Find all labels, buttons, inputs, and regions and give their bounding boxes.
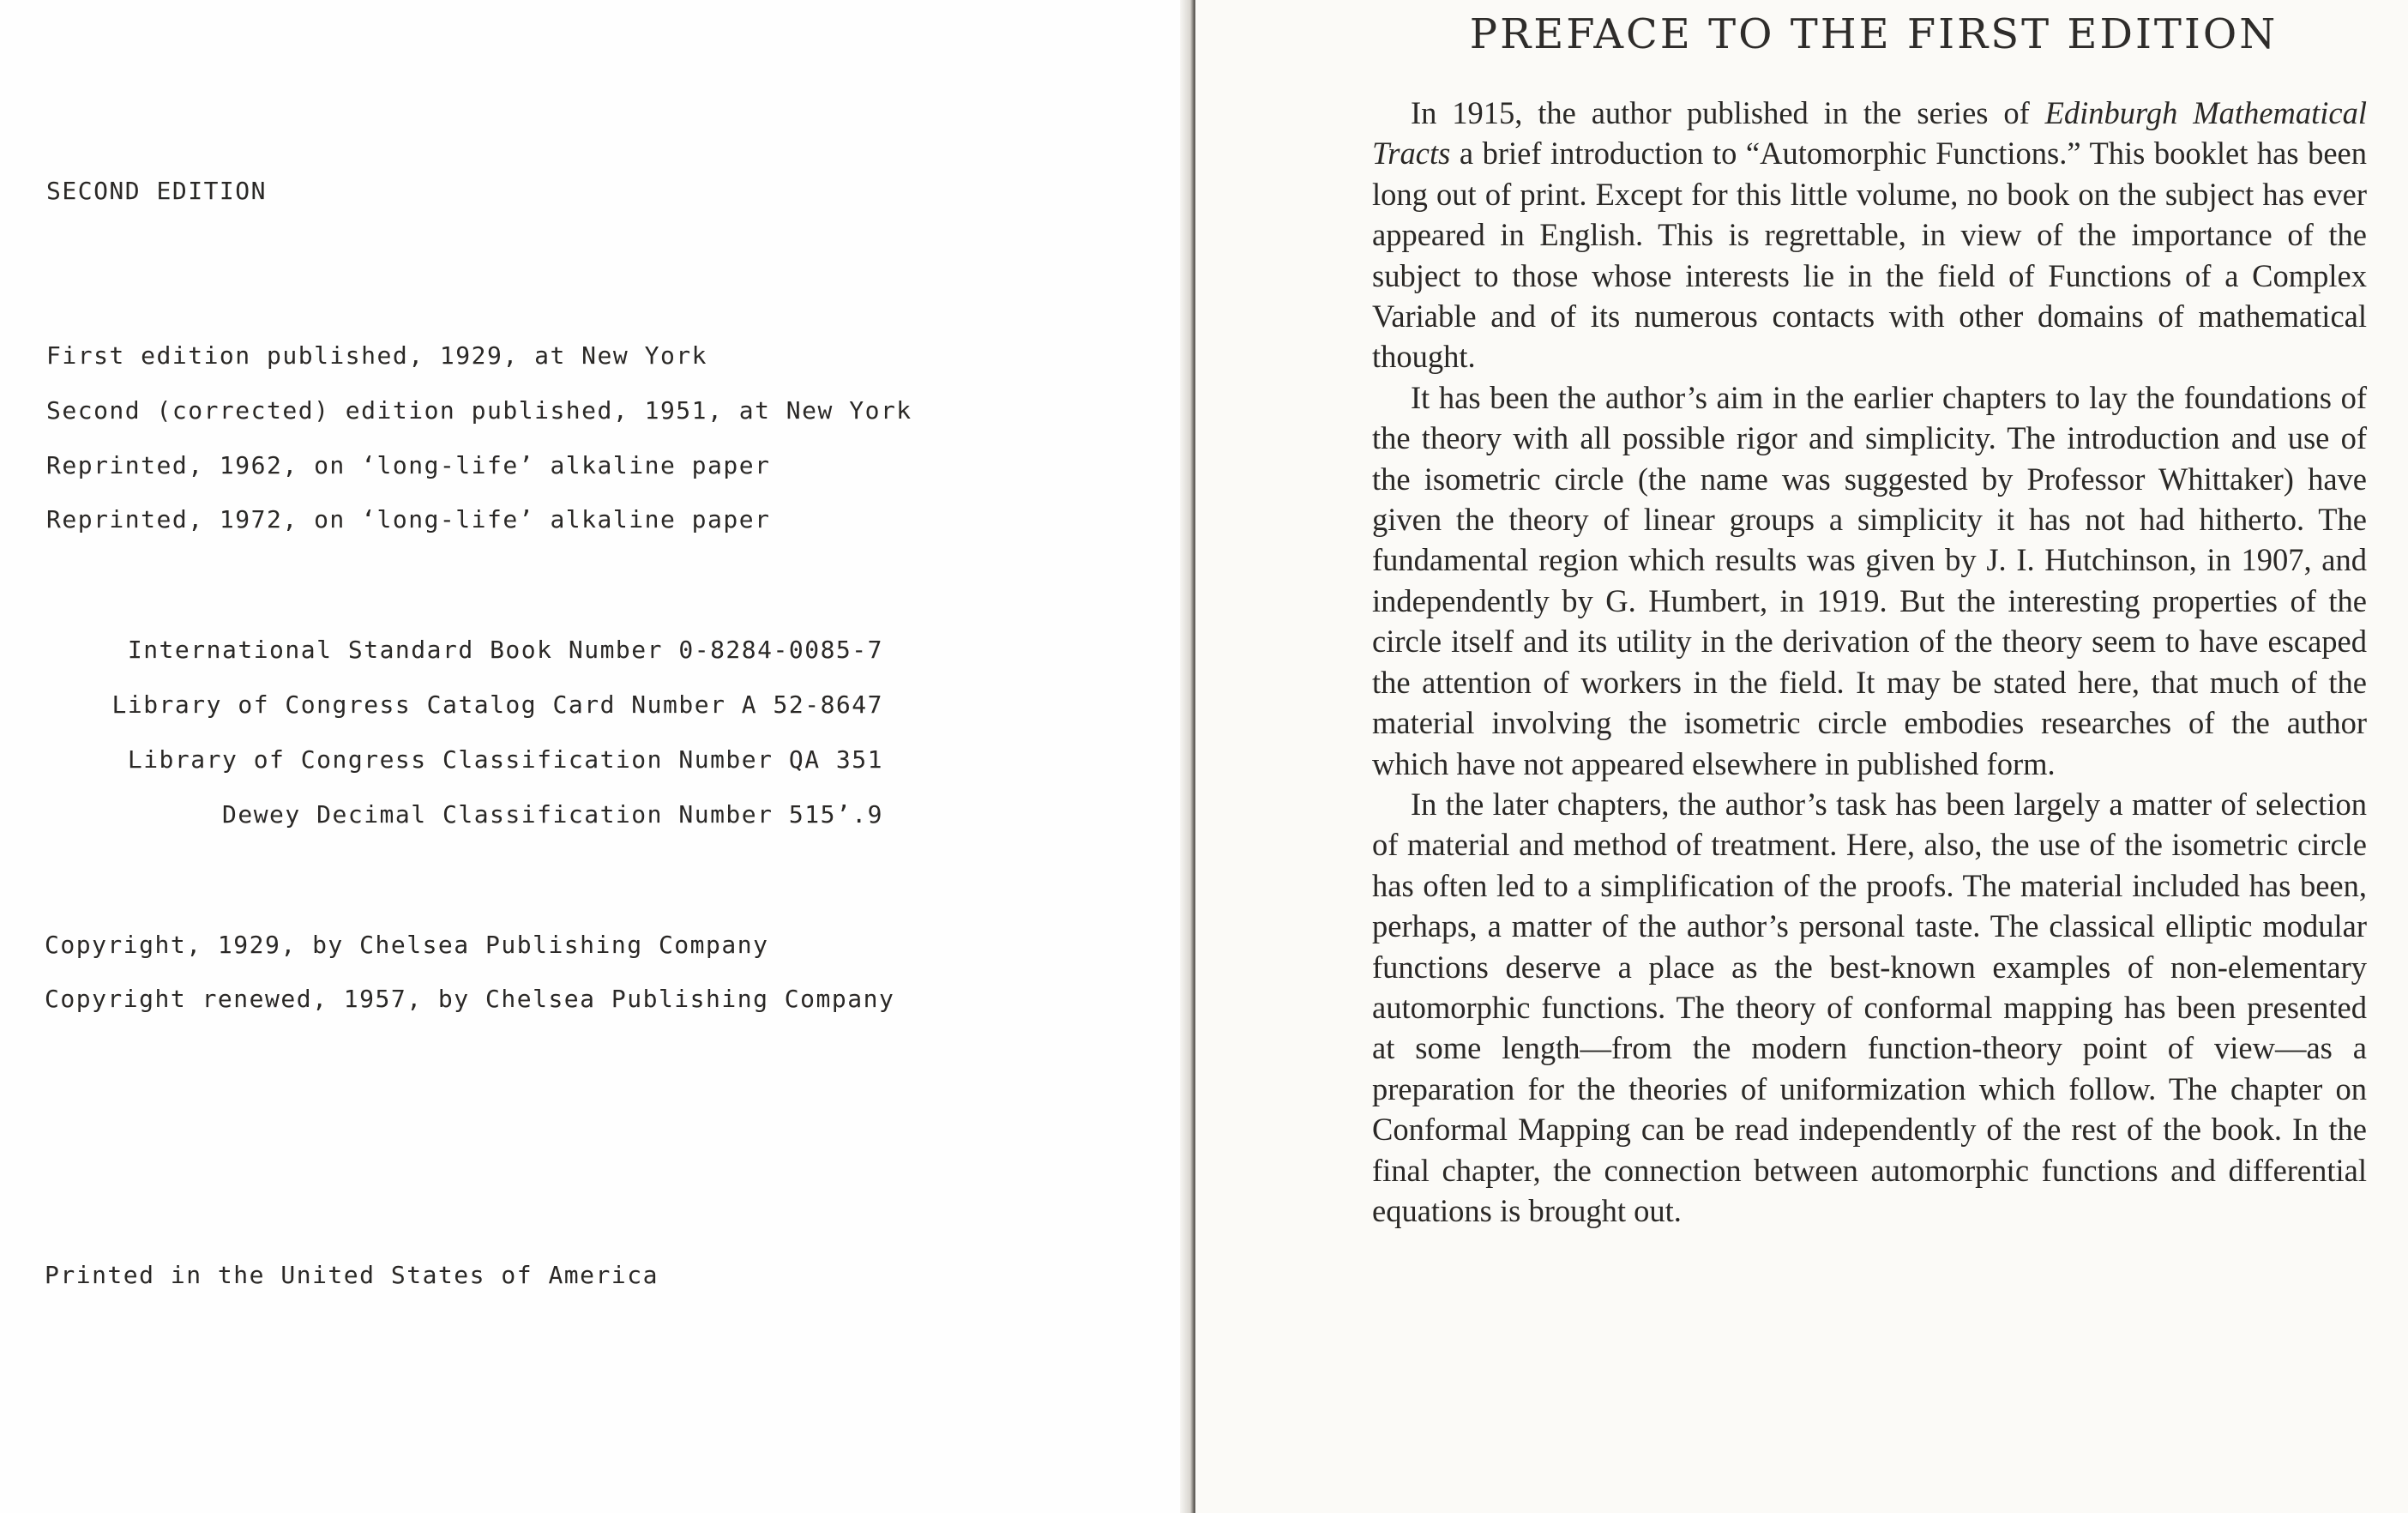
copyright-line: Copyright renewed, 1957, by Chelsea Publishing Company	[45, 985, 895, 1013]
preface-paragraph: In the later chapters, the author’s task has been largely a matter of selection of material and method of treatment. Here, also, the use of the isometric circle has often led to a simplification of the proofs. The material included has been, perhaps, a matter of the author’s personal taste. The classical elliptic modular functions deserve a place as the best-known examples of non-elementary automorphic functions. The theory of conformal mapping has been presented at some length—from the modern function-theory point of view—as a preparation for the theories of uniformization which follow. The chapter on Conformal Mapping can be read independently of the rest of the book. In the final chapter, the connection between automorphic functions and differential equations is brought out.	[1372, 786, 2367, 1228]
copyright-line: Copyright, 1929, by Chelsea Publishing Company	[45, 931, 769, 959]
lccn-line: Library of Congress Catalog Card Number A 52-8647	[111, 690, 883, 719]
left-page-copyright	[0, 0, 1192, 1513]
series-title-italic: Edinburgh Mathematical Tracts	[1372, 95, 2368, 172]
paragraph-text: a brief introduction to “Automorphic Functions.” This booklet has been long out of print. Except for this little volume, no book on the subject has ever appeared in English. This is regrettable, in view of the importance of the subject to those whose interests lie in the field of Functions of a Complex Variable and of its numerous contacts with other domains of mathematical thought.	[1372, 136, 2367, 375]
preface-paragraph	[1372, 93, 2367, 377]
printed-in-line: Printed in the United States of America	[45, 1261, 659, 1289]
paragraph-text: In 1915, the author published in the series of	[1411, 95, 2045, 130]
isbn-line: International Standard Book Number 0-8284-0085-7	[127, 636, 883, 664]
preface-title: PREFACE TO THE FIRST EDITION	[1469, 10, 2279, 58]
history-line: Reprinted, 1972, on ‘long-life’ alkaline paper	[46, 505, 771, 533]
lc-class-line: Library of Congress Classification Number QA 351	[127, 745, 883, 774]
preface-paragraph: It has been the author’s aim in the earlier chapters to lay the foundations of the theory with all possible rigor and simplicity. The introduction and use of the isometric circle (the name was suggested by Professor Whittaker) have given the theory of linear groups a simplicity it has not had hitherto. The fundamental region which results was given by J. I. Hutchinson, in 1907, and independently by G. Humbert, in 1919. But the interesting properties of the circle itself and its utility in the derivation of the theory seem to have escaped the attention of workers in the field. It may be stated here, that much of the material involving the isometric circle embodies researches of the author which have not appeared elsewhere in published form.	[1372, 379, 2367, 781]
history-line: First edition published, 1929, at New York	[46, 341, 708, 370]
edition-label: SECOND EDITION	[46, 177, 268, 205]
history-line: Reprinted, 1962, on ‘long-life’ alkaline paper	[46, 451, 771, 479]
dewey-line: Dewey Decimal Classification Number 515’.9	[221, 800, 883, 829]
preface-body	[1372, 93, 2367, 1231]
history-line: Second (corrected) edition published, 1951, at New York	[46, 396, 912, 425]
